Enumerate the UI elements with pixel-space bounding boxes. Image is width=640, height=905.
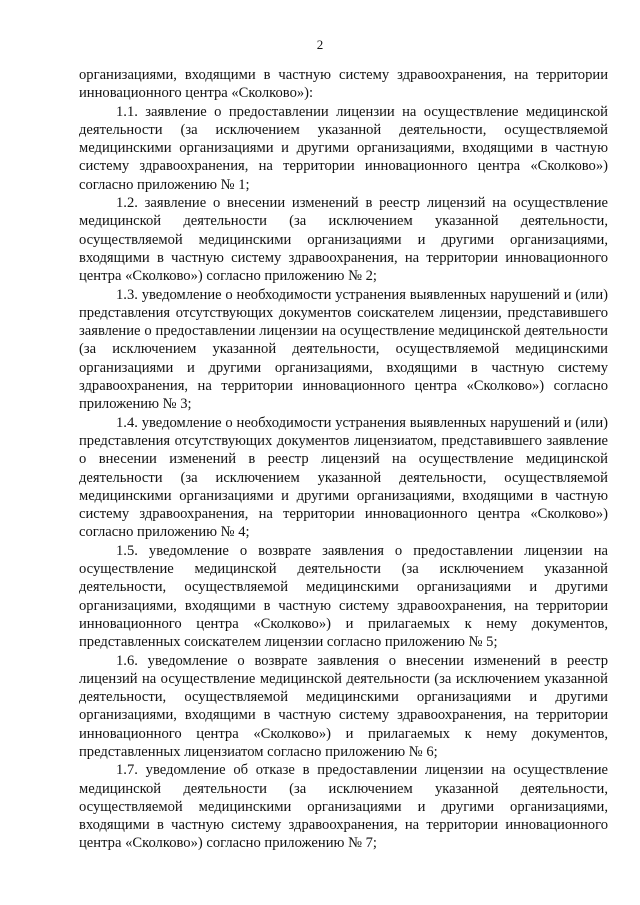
paragraph-item-1-3: 1.3. уведомление о необходимости устранения выявленных нарушений и (или) представления отсутствующих документов соискателем лицензии, представившего заявление о предоставлении лицензии на осуществление медицинской деятельности (за исключением указанной деятельности, осуществляемой медицинскими организациями и другими организациями, входящими в частную систему здравоохранения, на территории инновационного центра «Сколково») согласно приложению № 3;: [79, 286, 608, 413]
paragraph-intro-continuation: организациями, входящими в частную систему здравоохранения, на территории инновационного центра «Сколково»):: [79, 67, 608, 102]
document-body: [79, 66, 608, 853]
paragraph-item-1-5: 1.5. уведомление о возврате заявления о предоставлении лицензии на осуществление медицинской деятельности (за исключением указанной деятельности, осуществляемой медицинскими организациями и другими организациями, входящими в частную систему здравоохранения, на территории инновационного центра «Сколково») и прилагаемых к нему документов, представленных соискателем лицензии согласно приложению № 5;: [79, 542, 608, 651]
paragraph-item-1-7: 1.7. уведомление об отказе в предоставлении лицензии на осуществление медицинской деятельности (за исключением указанной деятельности, осуществляемой медицинскими организациями и другими организациями, входящими в частную систему здравоохранения, на территории инновационного центра «Сколково») согласно приложению № 7;: [79, 762, 608, 852]
paragraph-item-1-2: 1.2. заявление о внесении изменений в реестр лицензий на осуществление медицинской деятельности (за исключением указанной деятельности, осуществляемой медицинскими организациями и другими организациями, входящими в частную систему здравоохранения, на территории инновационного центра «Сколково») согласно приложению № 2;: [79, 195, 608, 285]
paragraph-item-1-6: 1.6. уведомление о возврате заявления о внесении изменений в реестр лицензий на осуществление медицинской деятельности (за исключением указанной деятельности, осуществляемой медицинскими организациями и другими организациями, входящими в частную систему здравоохранения, на территории инновационного центра «Сколково») и прилагаемых к нему документов, представленных лицензиатом согласно приложению № 6;: [79, 652, 608, 760]
paragraph-item-1-1: 1.1. заявление о предоставлении лицензии на осуществление медицинской деятельности (за исключением указанной деятельности, осуществляемой медицинскими организациями и другими организациями, входящими в частную систему здравоохранения, на территории инновационного центра «Сколково») согласно приложению № 1;: [79, 103, 608, 193]
paragraph-item-1-4: 1.4. уведомление о необходимости устранения выявленных нарушений и (или) представления отсутствующих документов лицензиатом, представившего заявление о внесении изменений в реестр лицензий на осуществление медицинской деятельности (за исключением указанной деятельности, осуществляемой медицинскими организациями и другими организациями, входящими в частную систему здравоохранения, на территории инновационного центра «Сколково») согласно приложению № 4;: [79, 414, 608, 541]
page-number: 2: [316, 37, 324, 52]
